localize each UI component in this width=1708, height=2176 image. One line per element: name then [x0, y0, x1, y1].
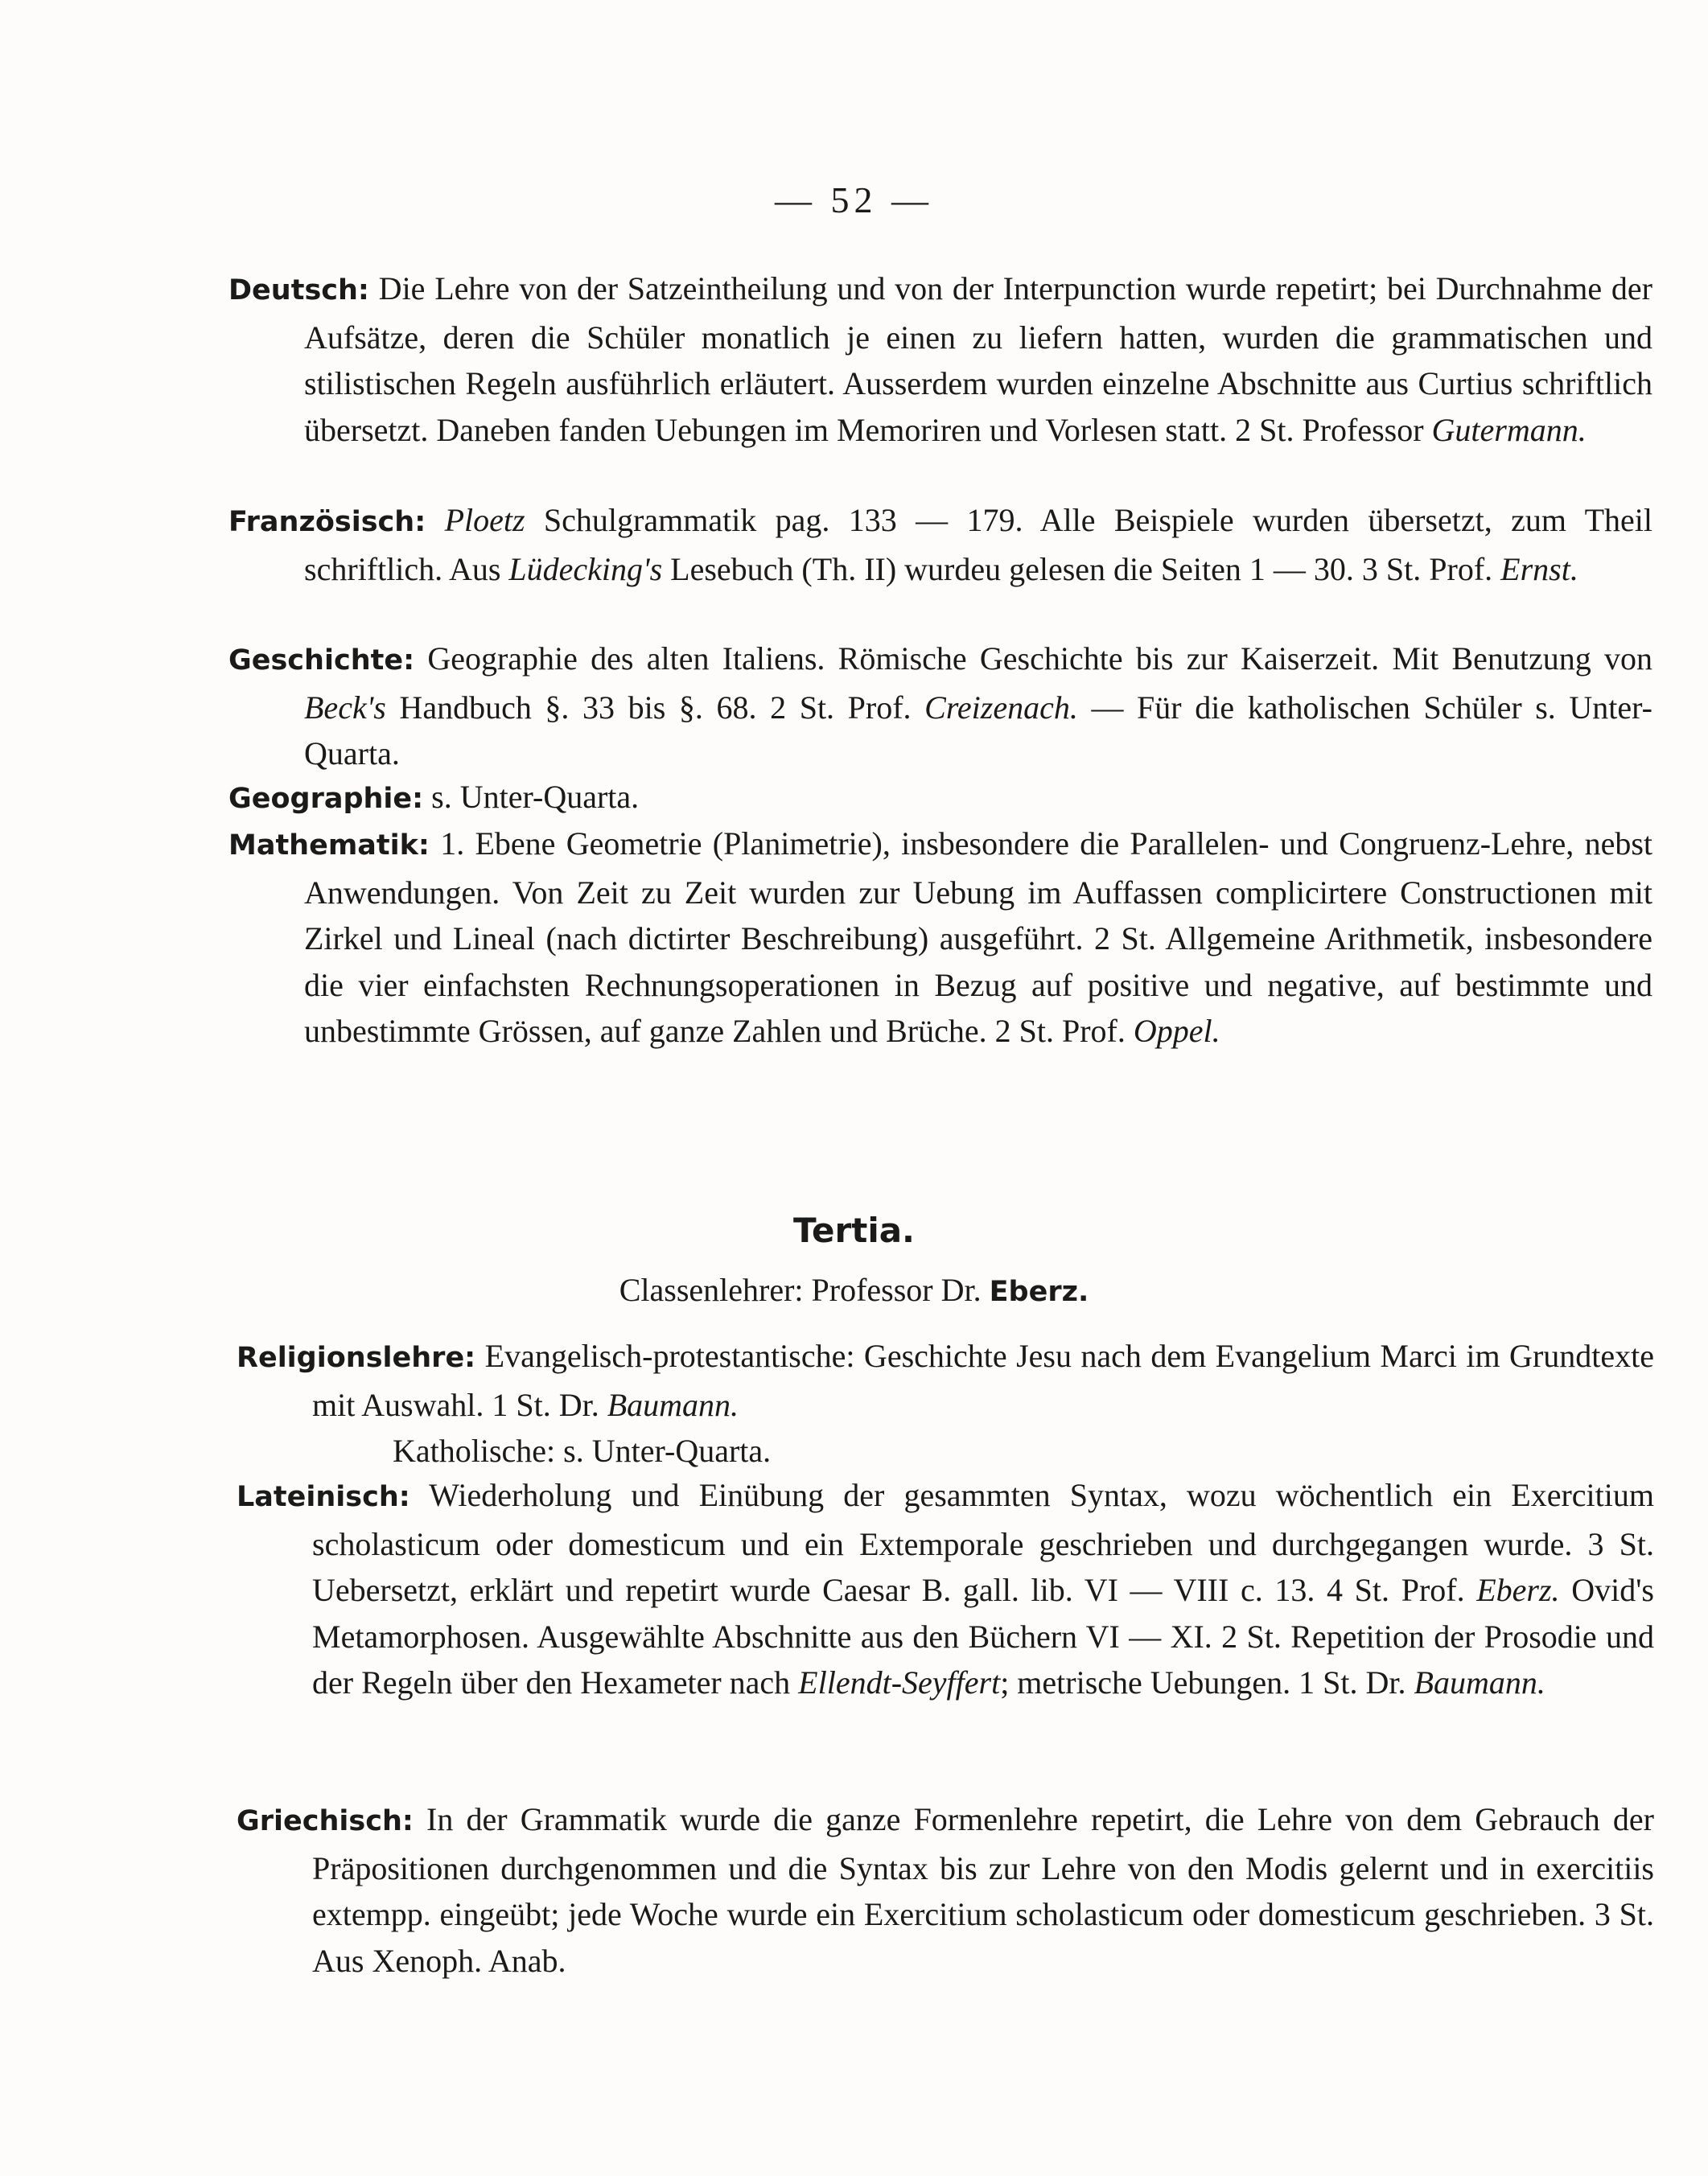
class-teacher-name: Eberz.	[989, 1276, 1089, 1308]
teacher-name: Eberz.	[1476, 1572, 1560, 1608]
subject-label: Geographie:	[228, 783, 424, 815]
teacher-name: Gutermann.	[1431, 411, 1587, 448]
page-number: — 52 —	[775, 179, 933, 220]
author-name: Ellendt-Seyffert	[798, 1664, 1001, 1701]
subject-label: Französisch:	[228, 506, 426, 538]
teacher-name: Ernst.	[1500, 550, 1578, 587]
author-name: Beck's	[304, 689, 386, 726]
entry-deutsch	[228, 265, 1652, 453]
entry-text: ; metrische Uebungen. 1 St. Dr.	[1000, 1664, 1414, 1701]
entry-text: 1. Ebene Geometrie (Planimetrie), insbesondere die Parallelen- und Congruenz-Lehre, nebst Anwendungen. Von Zeit zu Zeit wurden zur Uebung im Auffassen complicirtere Constructionen mit Zirkel und Lineal (nach dictirter Beschreibung) ausgeführt. 2 St. Allgemeine Arithmetik, insbesondere die vier einfachsten Rechnungsoperationen in Bezug auf positive und negative, auf bestimmte und unbestimmte Grössen, auf ganze Zahlen und Brüche. 2 St. Prof.	[304, 825, 1652, 1049]
subject-label: Mathematik:	[228, 829, 430, 862]
entry-religionslehre	[237, 1333, 1654, 1475]
entry-text: — Für die katholischen Schüler s. Unter-Quarta.	[304, 689, 1653, 771]
entry-text: Geographie des alten Italiens. Römische Geschichte bis zur Kaiserzeit. Mit Benutzung von	[414, 640, 1652, 677]
class-teacher-prefix: Classenlehrer: Professor Dr.	[619, 1272, 990, 1308]
class-heading: Tertia.	[792, 1211, 916, 1250]
class-teacher	[0, 1271, 1708, 1309]
teacher-name: Baumann.	[1414, 1664, 1545, 1701]
teacher-name: Oppel.	[1133, 1013, 1220, 1049]
entry-geographie	[228, 774, 1652, 823]
subject-label: Deutsch:	[228, 274, 369, 306]
entry-text: In der Grammatik wurde die ganze Formenlehre repetirt, die Lehre von dem Gebrauch der Präpositionen durchgenommen und die Syntax bis zur Lehre von den Modis gelernt und in exercitiis extempp. eingeübt; jede Woche wurde ein Exercitium scholasticum oder domesticum geschrieben. 3 St. Aus Xenoph. Anab.	[312, 1801, 1654, 1979]
entry-text: Evangelisch-protestantische: Geschichte Jesu nach dem Evangelium Marci im Grundtexte mit Auswahl. 1 St. Dr.	[312, 1338, 1654, 1423]
entry-geschichte	[228, 636, 1652, 777]
entry-lateinisch	[237, 1472, 1654, 1706]
entry-text: Die Lehre von der Satzeintheilung und von der Interpunction wurde repetirt; bei Durchnahme der Aufsätze, deren die Schüler monatlich je einen zu liefern hatten, wurden die grammatischen und stilistischen Regeln ausführlich erläutert. Ausserdem wurden einzelne Abschnitte aus Curtius schriftlich übersetzt. Daneben fanden Uebungen im Memoriren und Vorlesen statt. 2 St. Professor	[304, 270, 1652, 448]
entry-mathematik	[228, 821, 1652, 1055]
entry-text: s. Unter-Quarta.	[423, 779, 640, 815]
entry-text: Schulgrammatik pag. 133 — 179. Alle Beispiele wurden übersetzt, zum Theil schriftlich. Aus	[304, 502, 1652, 587]
subject-label: Lateinisch:	[237, 1481, 410, 1513]
entry-franzoesisch	[228, 497, 1652, 592]
subject-label: Griechisch:	[237, 1805, 414, 1837]
author-name: Lüdecking's	[508, 550, 663, 587]
entry-text: Ovid's Metamorphosen. Ausgewählte Abschnitte aus den Büchern VI — XI. 2 St. Repetition der Prosodie und der Regeln über den Hexameter nach	[312, 1572, 1654, 1701]
entry-griechisch	[237, 1796, 1654, 1984]
author-name: Ploetz	[444, 502, 525, 538]
entry-text: Lesebuch (Th. II) wurdeu gelesen die Seiten 1 — 30. 3 St. Prof.	[662, 550, 1501, 587]
entry-text: Handbuch §. 33 bis §. 68. 2 St. Prof.	[385, 689, 925, 726]
teacher-name: Creizenach.	[924, 689, 1078, 726]
entry-text: Wiederholung und Einübung der gesammten Syntax, wozu wöchentlich ein Exercitium scholasticum oder domesticum und ein Extemporale geschrieben und durchgegangen wurde. 3 St. Uebersetzt, erklärt und repetirt wurde Caesar B. gall. lib. VI — VIII c. 13. 4 St. Prof.	[312, 1477, 1654, 1608]
subject-label: Religionslehre:	[237, 1342, 476, 1374]
teacher-name: Baumann.	[607, 1386, 739, 1423]
subject-label: Geschichte:	[228, 644, 415, 677]
entry-subline: Katholische: s. Unter-Quarta.	[393, 1433, 772, 1469]
